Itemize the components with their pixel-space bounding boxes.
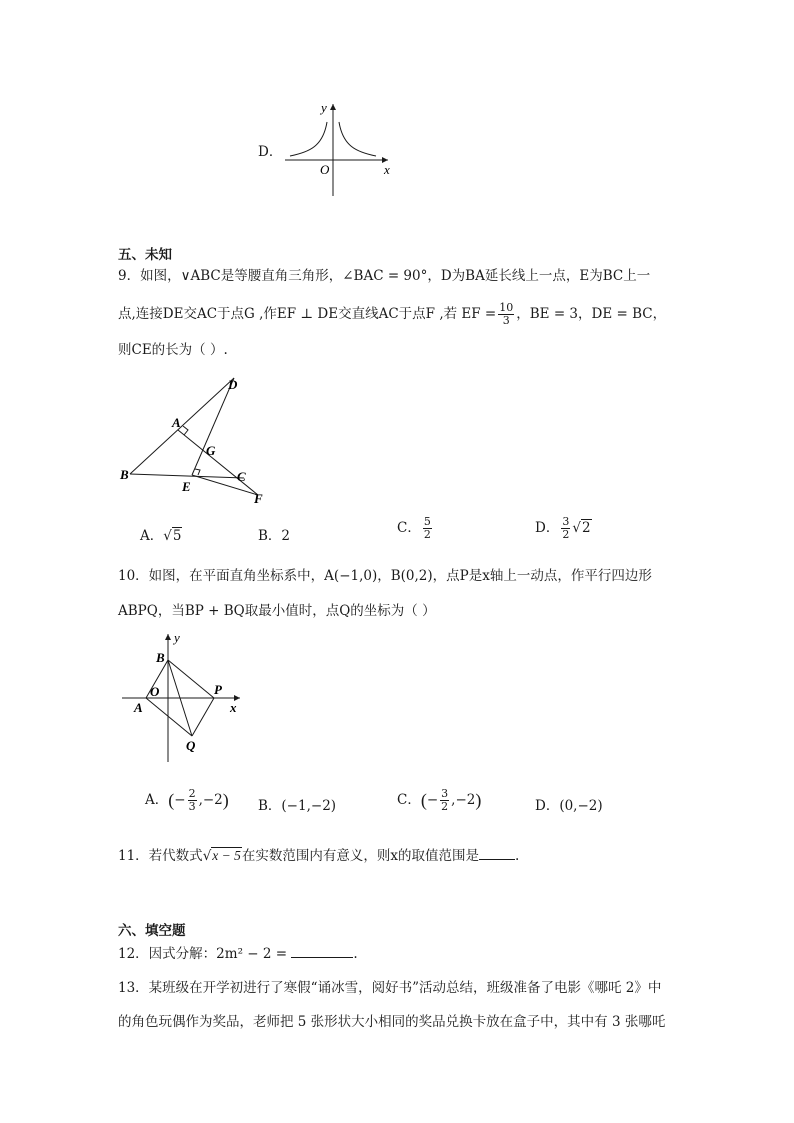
origin-label: O — [320, 162, 330, 177]
q9-option-b[interactable]: B．2 — [258, 528, 291, 544]
point-a: A — [134, 700, 143, 715]
option-d-label: D． — [258, 144, 283, 160]
point-c: C — [237, 469, 246, 484]
q10-option-b[interactable]: B．(−1,−2) — [258, 798, 337, 814]
point-d: D — [228, 377, 238, 392]
q9-option-a[interactable]: A．√5 — [140, 528, 182, 544]
point-q: Q — [186, 738, 196, 753]
q9-line3: 则CE的长为（ ）. — [118, 342, 228, 358]
q11: 11．若代数式√x − 5在实数范围内有意义，则x的取值范围是 . — [118, 848, 520, 864]
section-6-title: 六、填空题 — [118, 923, 186, 939]
x-axis-label: x — [384, 162, 390, 177]
q10-line1: 10．如图，在平面直角坐标系中，A(−1,0)，B(0,2)，点P是x轴上一动点，作平行四边形 — [118, 568, 652, 584]
q10-option-d[interactable]: D．(0,−2) — [535, 798, 603, 814]
q12-answer-blank[interactable] — [291, 945, 353, 958]
q9-line1: 9．如图，∨ABC是等腰直角三角形，∠BAC = 90°，D为BA延长线上一点，E为BC上一 — [118, 268, 651, 284]
point-a: A — [172, 415, 181, 430]
point-p: P — [214, 682, 222, 697]
q13-line2: 的角色玩偶作为奖品，老师把 5 张形状大小相同的奖品兑换卡放在盒子中，其中有 3 张哪吒 — [118, 1014, 666, 1030]
q10-option-a[interactable]: A．(− $\frac{2}{3}$ ,−2) — [145, 787, 229, 813]
point-e: E — [182, 479, 191, 494]
point-b: B — [156, 650, 165, 665]
section-5-title: 五、未知 — [118, 247, 172, 263]
option-d-graph — [280, 98, 395, 200]
q9-figure — [118, 375, 278, 505]
q10-line2: ABPQ，当BP + BQ取最小值时，点Q的坐标为（ ） — [118, 603, 436, 619]
q12: 12．因式分解：2m² − 2 = . — [118, 946, 358, 962]
q10-figure — [118, 628, 248, 768]
q10-option-c[interactable]: C．(− $\frac{3}{2}$ ,−2) — [397, 787, 482, 813]
q9-option-d[interactable]: D． $\frac{3}{2}$ √2 — [535, 515, 591, 541]
point-g: G — [206, 443, 216, 458]
q13-line1: 13．某班级在开学初进行了寒假“诵冰雪，阅好书”活动总结，班级准备了电影《哪吒 2》中 — [118, 980, 662, 996]
point-o: O — [150, 684, 160, 699]
q11-answer-blank[interactable] — [479, 847, 515, 860]
q9-line2: 点,连接DE交AC于点G ,作EF ⊥ DE交直线AC于点F ,若 EF = $\frac{10}{3}$ ，BE = 3，DE = BC， — [118, 301, 667, 327]
point-f: F — [254, 491, 263, 505]
point-b: B — [120, 467, 129, 482]
y-label: y — [174, 630, 180, 645]
q9-option-c[interactable]: C． $\frac{5}{2}$ — [397, 515, 431, 541]
y-axis-label: y — [321, 100, 327, 115]
x-label: x — [230, 700, 237, 715]
